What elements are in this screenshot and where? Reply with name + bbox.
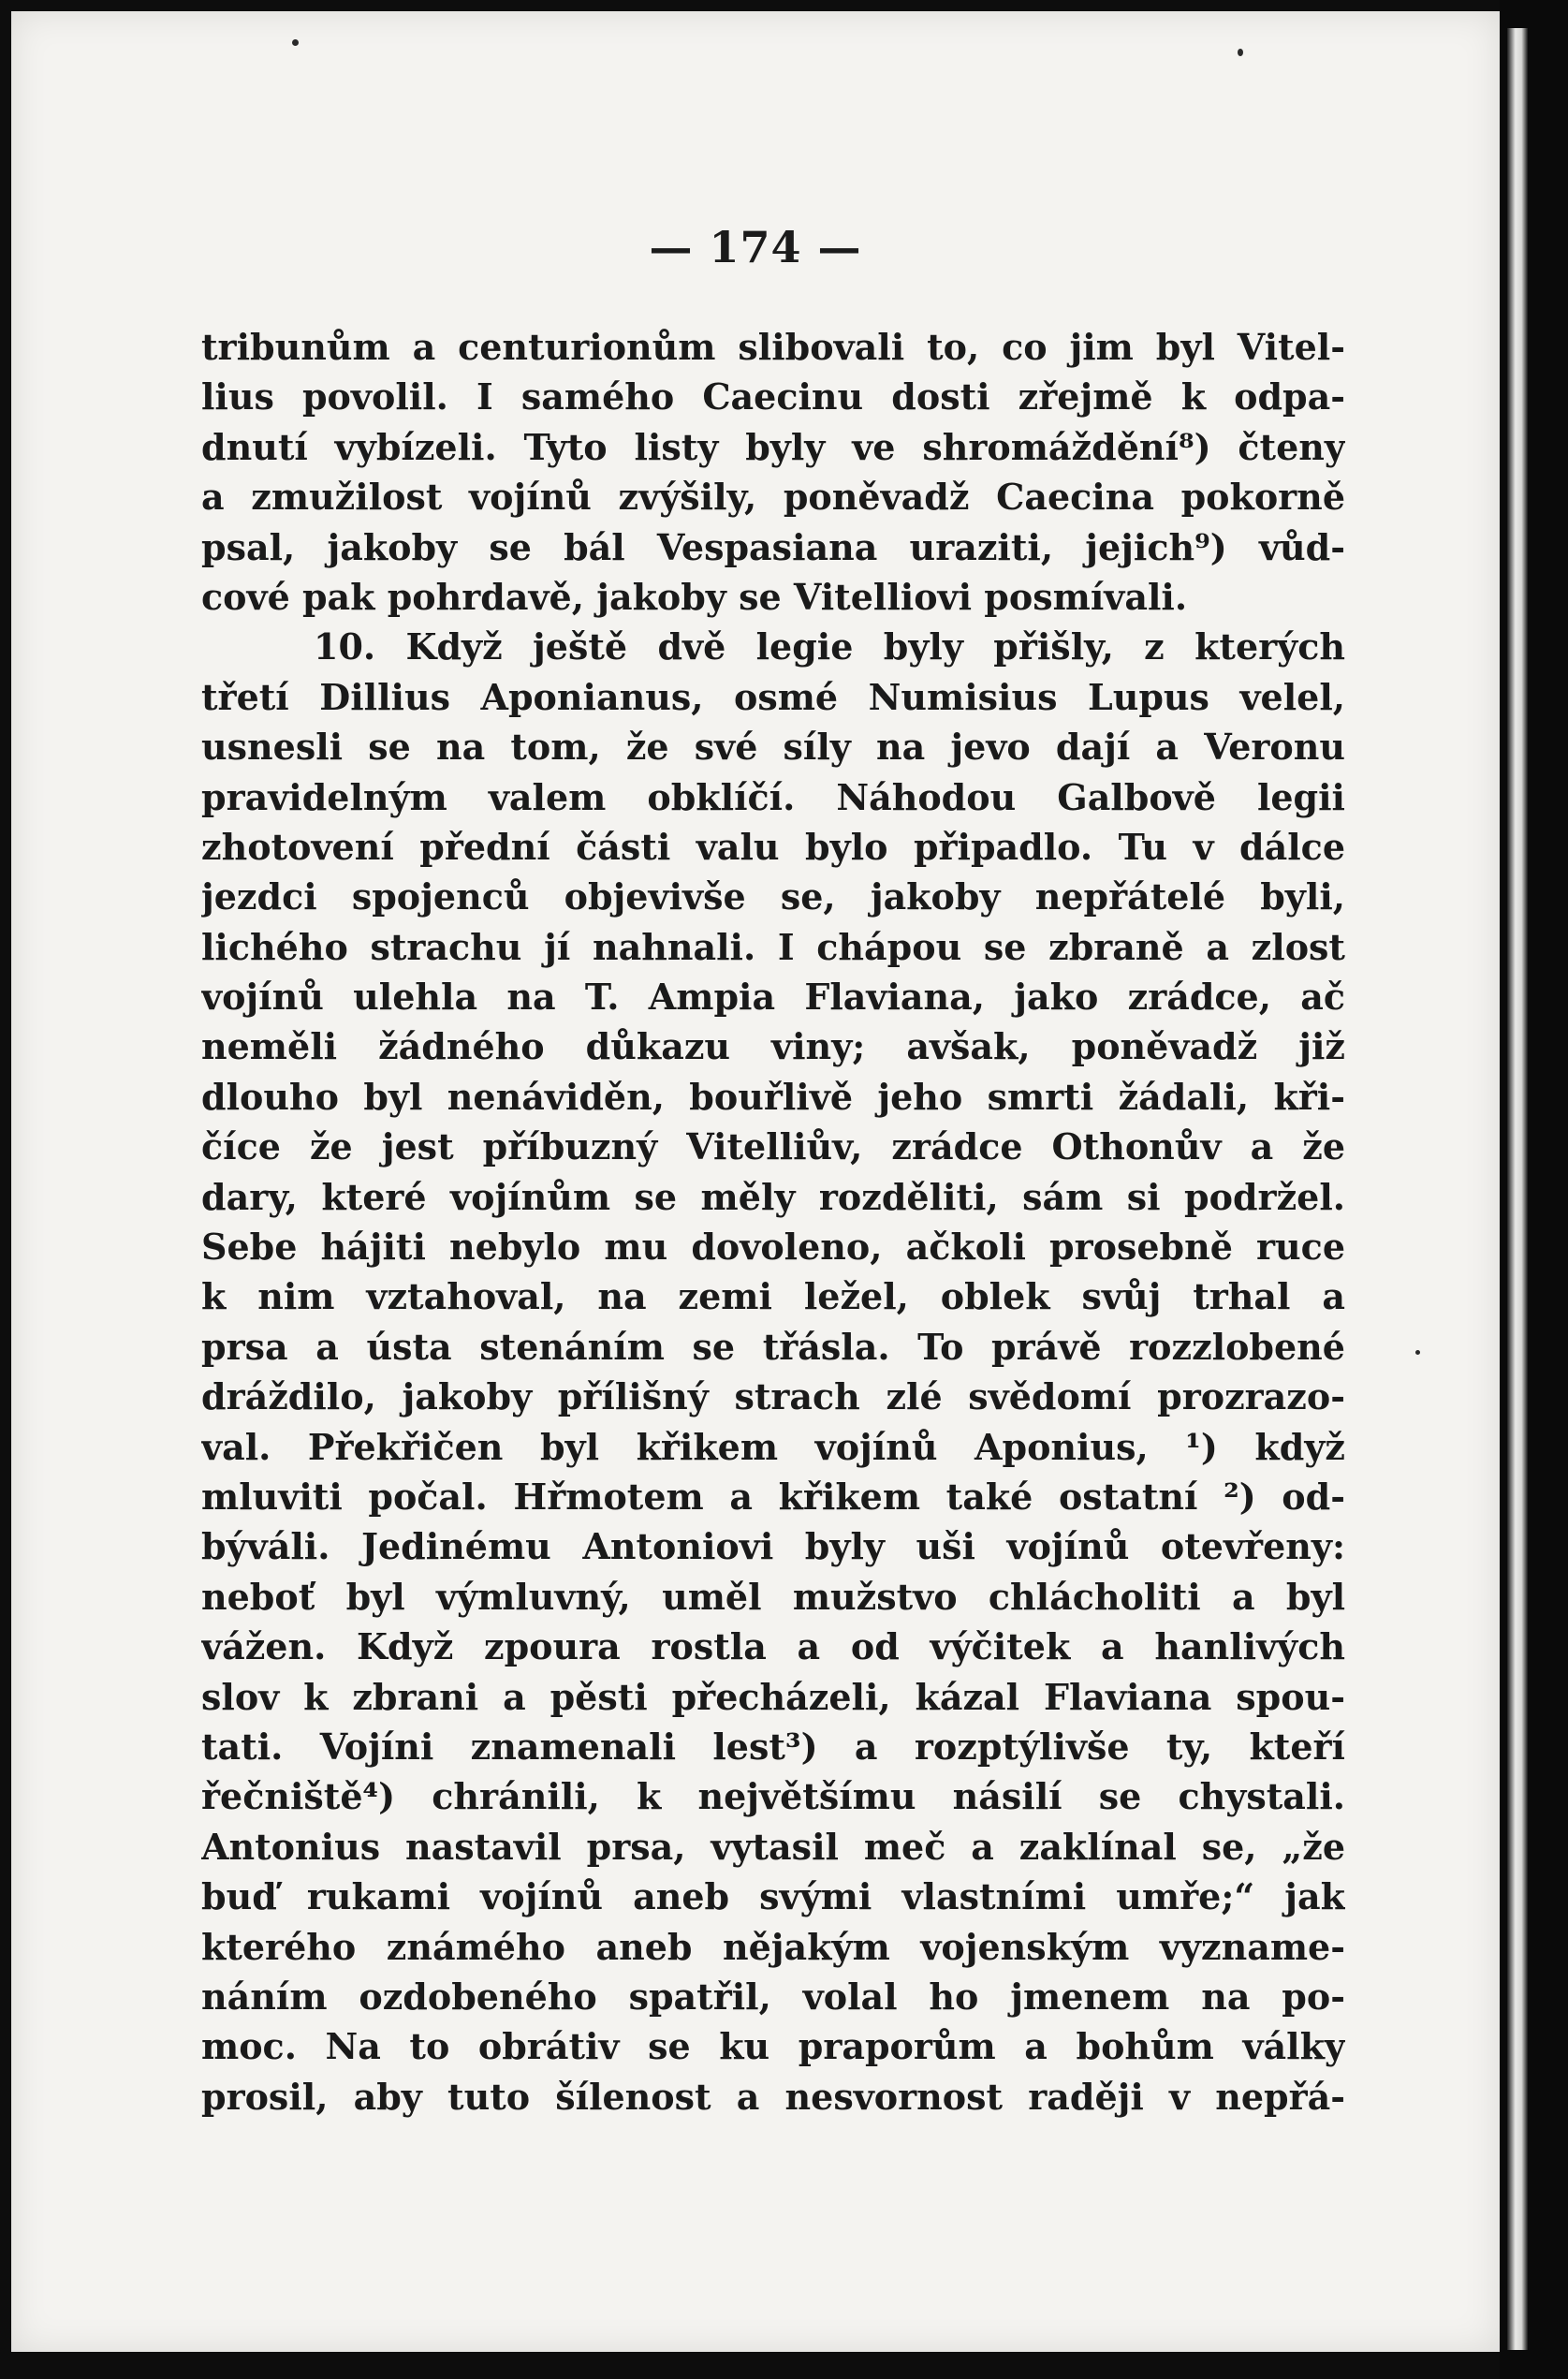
text-line: vážen. Když zpoura rostla a od výčitek a hanlivých — [201, 1625, 1345, 1668]
text-line: lichého strachu jí nahnali. I chápou se zbraně a zlost — [201, 925, 1345, 968]
text-line: býváli. Jedinému Antoniovi byly uši vojínů otevřeny: — [201, 1525, 1345, 1568]
text-line: kterého známého aneb nějakým vojenským vyzname- — [201, 1925, 1345, 1968]
text-line: cové pak pohrdavě, jakoby se Vitelliovi posmívali. — [201, 575, 1188, 618]
paper-speck — [1415, 1350, 1420, 1355]
paper-speck — [292, 39, 299, 46]
text-line: neměli žádného důkazu viny; avšak, poněvadž již — [201, 1025, 1345, 1068]
text-line: třetí Dillius Aponianus, osmé Numisius Lupus velel, — [201, 675, 1345, 718]
text-line: náním ozdobeného spatřil, volal ho jmenem na po- — [201, 1975, 1345, 2018]
book-page — [11, 11, 1500, 2352]
text-line: a zmužilost vojínů zvýšily, poněvadž Caecina pokorně — [201, 476, 1345, 519]
text-line: lius povolil. I samého Caecinu dosti zřejmě k odpa- — [201, 375, 1345, 419]
text-line: slov k zbrani a pěsti přecházeli, kázal Flaviana spou- — [201, 1675, 1345, 1718]
page-edge — [1507, 28, 1528, 2350]
body-text — [201, 322, 1345, 2122]
text-line: řečniště⁴) chránili, k největšímu násilí se chystali. — [201, 1775, 1345, 1818]
text-line: psal, jakoby se bál Vespasiana uraziti, jejich⁹) vůd- — [201, 525, 1345, 568]
text-line: k nim vztahoval, na zemi ležel, oblek svůj trhal a — [201, 1275, 1345, 1318]
text-line: vojínů ulehla na T. Ampia Flaviana, jako zrádce, ač — [201, 976, 1345, 1019]
paragraph-start-line: 10. Když ještě dvě legie byly přišly, z kterých — [314, 625, 1345, 668]
text-line: prsa a ústa stenáním se třásla. To právě rozzlobené — [201, 1325, 1345, 1368]
text-line: buď rukami vojínů aneb svými vlastními umře;“ jak — [201, 1875, 1345, 1918]
text-line: dráždilo, jakoby přílišný strach zlé svědomí prozrazo- — [201, 1375, 1345, 1418]
text-line: dary, které vojínům se měly rozděliti, sám si podržel. — [201, 1175, 1345, 1218]
text-line: usnesli se na tom, že své síly na jevo dají a Veronu — [201, 726, 1345, 769]
text-line: tribunům a centurionům slibovali to, co jim byl Vitel- — [201, 326, 1345, 368]
paper-speck — [1238, 49, 1243, 56]
text-line: neboť byl výmluvný, uměl mužstvo chlácholiti a byl — [201, 1575, 1345, 1618]
text-line: tati. Vojíni znamenali lest³) a rozptýlivše ty, kteří — [201, 1725, 1345, 1768]
text-line: číce že jest příbuzný Vitelliův, zrádce Othonův a že — [201, 1125, 1345, 1168]
text-line: dlouho byl nenáviděn, bouřlivě jeho smrti žádali, kři- — [201, 1075, 1345, 1118]
text-line: prosil, aby tuto šílenost a nesvornost raději v nepřá- — [201, 2075, 1345, 2118]
text-line: jezdci spojenců objevivše se, jakoby nepřátelé byli, — [201, 875, 1345, 918]
text-line: dnutí vybízeli. Tyto listy byly ve shromáždění⁸) čteny — [201, 425, 1345, 468]
text-line: zhotovení přední části valu bylo připadlo. Tu v dálce — [201, 825, 1345, 868]
scan-border — [1500, 0, 1568, 2379]
text-line: Antonius nastavil prsa, vytasil meč a zaklínal se, „že — [201, 1825, 1345, 1868]
page-number: — 174 — — [649, 222, 862, 272]
text-line: Sebe hájiti nebylo mu dovoleno, ačkoli prosebně ruce — [201, 1226, 1345, 1269]
text-line: val. Překřičen byl křikem vojínů Aponius, ¹) když — [201, 1425, 1345, 1468]
text-line: mluviti počal. Hřmotem a křikem také ostatní ²) od- — [201, 1475, 1345, 1518]
text-line: moc. Na to obrátiv se ku praporům a bohům války — [201, 2025, 1345, 2068]
text-line: pravidelným valem obklíčí. Náhodou Galbově legii — [201, 775, 1345, 818]
